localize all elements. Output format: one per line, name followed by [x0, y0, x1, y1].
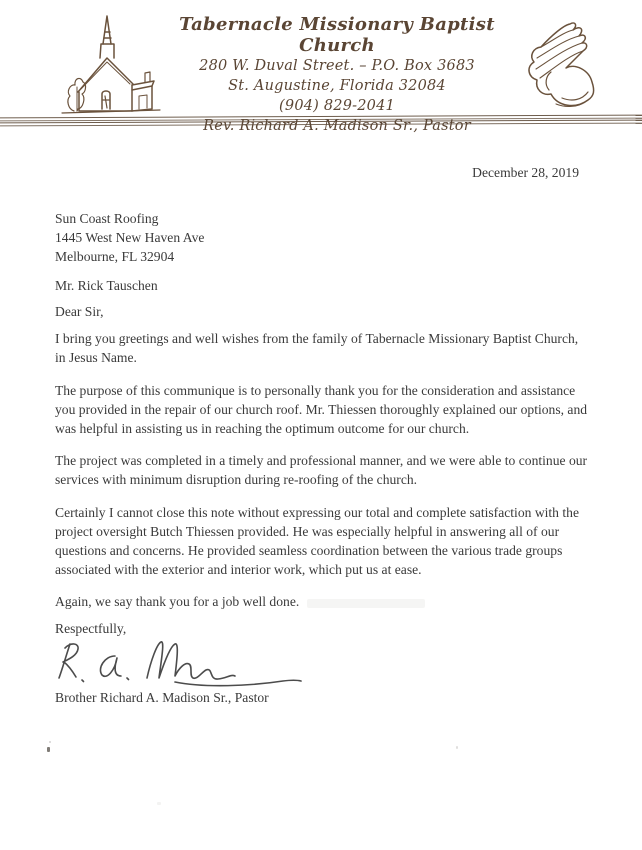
- scan-speck: [456, 746, 458, 749]
- attention-line: Mr. Rick Tauschen: [55, 278, 158, 293]
- paragraph-2: The purpose of this communique is to personally thank you for the consideration and assistance you provided in the repair of our church roof. Mr. Thiessen thoroughly explained our options, and was helpful in assisting us in reaching the optimum outcome for our church.: [55, 382, 588, 436]
- valediction: Respectfully,: [55, 621, 127, 637]
- church-name: Tabernacle Missionary Baptist Church: [179, 14, 495, 56]
- handwritten-signature: [55, 636, 592, 686]
- scan-speck: [47, 747, 50, 752]
- scan-smudge: [307, 599, 425, 608]
- recipient-street: 1445 West New Haven Ave: [55, 230, 205, 245]
- date: December 28, 2019: [472, 165, 579, 180]
- closing-line: [55, 592, 592, 611]
- paragraph-1: I bring you greetings and well wishes from the family of Tabernacle Missionary Baptist Church, in Jesus Name.: [55, 331, 579, 365]
- letterhead-address: 280 W. Duval Street. – P.O. Box 3683: [199, 58, 475, 74]
- paragraph-3: The project was completed in a timely and professional manner, and we were able to continue our services with minimum disruption during re-roofing of the church.: [55, 453, 588, 488]
- church-icon: [48, 12, 170, 119]
- recipient-company: Sun Coast Roofing: [55, 211, 159, 226]
- recipient-address-block: [55, 209, 592, 266]
- letter-body: [55, 127, 592, 707]
- letterhead-phone: (904) 829-2041: [279, 98, 395, 114]
- praying-hands-icon: [504, 12, 608, 117]
- typed-signature-name: Brother Richard A. Madison Sr., Pastor: [55, 690, 269, 706]
- recipient-city: Melbourne, FL 32904: [55, 249, 175, 264]
- scan-speck: [157, 802, 161, 805]
- scan-speck: [49, 741, 51, 743]
- letterhead-pastor: Rev. Richard A. Madison Sr., Pastor: [203, 118, 471, 134]
- letterhead-city: St. Augustine, Florida 32084: [228, 78, 446, 94]
- paragraph-4: Certainly I cannot close this note without expressing our total and complete satisfaction with the project oversight Butch Thiessen provided. He was especially helpful in answering all of our questions and concerns. He provided seamless coordination between the various trade groups associated with the exterior and interior work, which put us at ease.: [55, 504, 579, 577]
- closing-text: Again, we say thank you for a job well done.: [55, 594, 300, 610]
- salutation: Dear Sir,: [55, 304, 104, 319]
